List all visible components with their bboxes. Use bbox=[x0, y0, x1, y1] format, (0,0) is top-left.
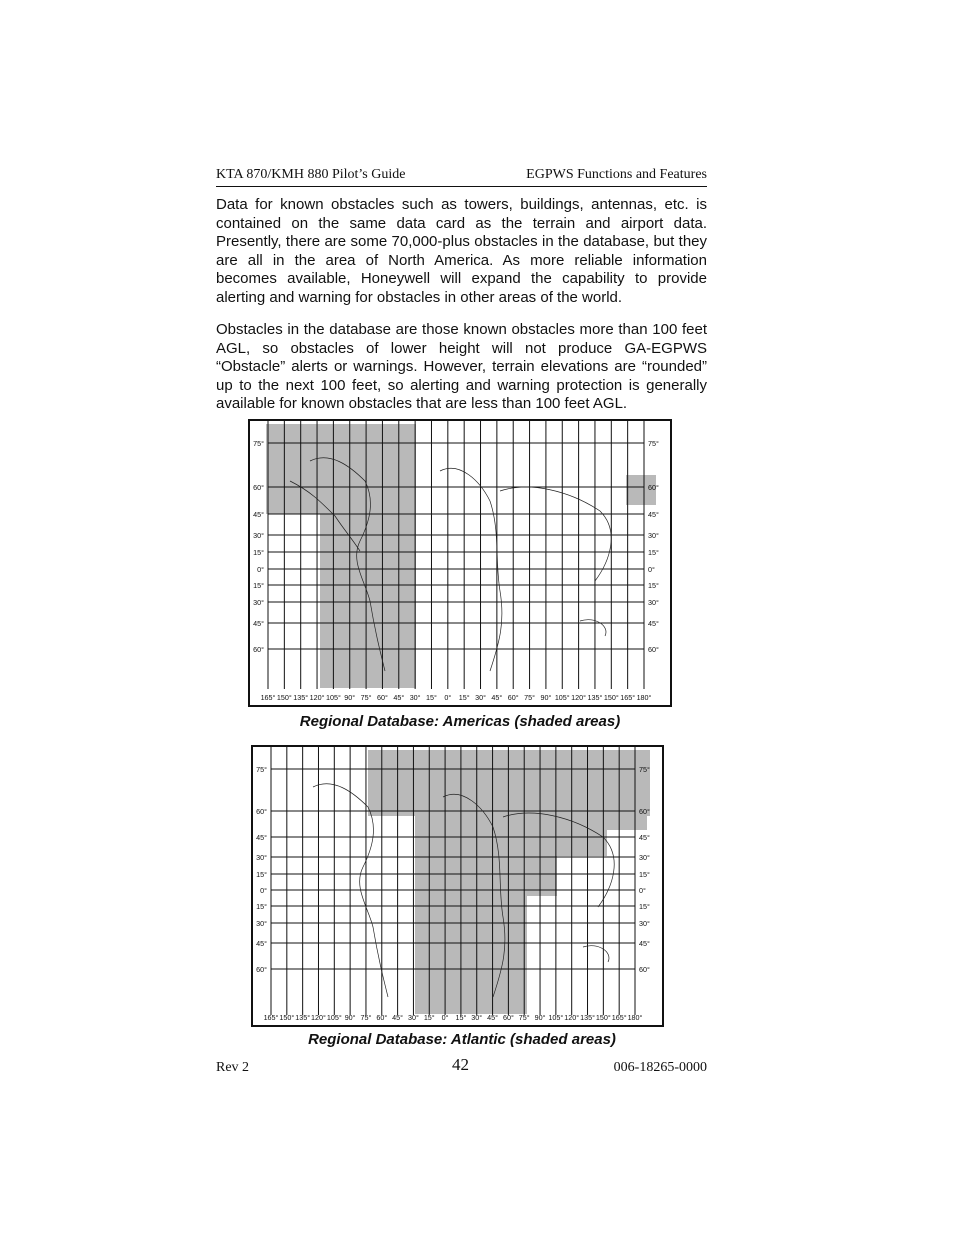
footer-document-number: 006-18265-0000 bbox=[613, 1060, 707, 1075]
shaded-region bbox=[320, 424, 416, 688]
shaded-region bbox=[266, 506, 320, 514]
shaded-region bbox=[368, 750, 418, 816]
coastline-outline bbox=[440, 468, 502, 671]
coastline-outline bbox=[580, 620, 606, 636]
header-manual-title: KTA 870/KMH 880 Pilot’s Guide bbox=[216, 167, 406, 182]
longitude-label: 165° bbox=[260, 693, 276, 702]
latitude-label-left: 15° bbox=[256, 870, 267, 879]
footer-revision: Rev 2 bbox=[216, 1060, 250, 1075]
latitude-label-left: 15° bbox=[256, 902, 267, 911]
longitude-label: 150° bbox=[603, 693, 619, 702]
header-section-title: EGPWS Functions and Features bbox=[526, 167, 707, 182]
latitude-label-right: 0° bbox=[639, 886, 646, 895]
longitude-label: 90° bbox=[344, 693, 356, 702]
longitude-label: 60° bbox=[507, 693, 519, 702]
longitude-label: 45° bbox=[393, 693, 405, 702]
latitude-label-right: 15° bbox=[639, 870, 650, 879]
latitude-label-right: 60° bbox=[648, 483, 659, 492]
latitude-label-left: 30° bbox=[256, 919, 267, 928]
longitude-label: 15° bbox=[455, 1013, 467, 1022]
shaded-region bbox=[607, 816, 647, 830]
longitude-label: 90° bbox=[540, 693, 552, 702]
longitude-label: 60° bbox=[376, 693, 388, 702]
longitude-label: 105° bbox=[326, 1013, 342, 1022]
longitude-label: 75° bbox=[524, 693, 536, 702]
paragraph-obstacle-height: Obstacles in the database are those known obstacles more than 100 feet AGL, so obstacles of lower height will not produce GA-EGPWS “Obstacle” alerts or warnings. However, terrain elevations are “rounded” up to the next 100 feet, so alerting and warning protection is generally available for known obstacles that are less than 100 feet AGL. bbox=[216, 321, 707, 413]
longitude-label: 60° bbox=[502, 1013, 514, 1022]
coastline-outline bbox=[583, 946, 609, 962]
longitude-label: 165° bbox=[620, 693, 636, 702]
longitude-label: 60° bbox=[376, 1013, 388, 1022]
latitude-label-right: 45° bbox=[648, 619, 659, 628]
longitude-label: 135° bbox=[295, 1013, 311, 1022]
latitude-label-left: 75° bbox=[256, 765, 267, 774]
latitude-label-left: 60° bbox=[256, 965, 267, 974]
latitude-label-left: 45° bbox=[253, 510, 264, 519]
latitude-label-right: 15° bbox=[648, 548, 659, 557]
latitude-label-right: 60° bbox=[639, 965, 650, 974]
longitude-label: 135° bbox=[293, 693, 309, 702]
longitude-label: 90° bbox=[344, 1013, 356, 1022]
longitude-label: 150° bbox=[276, 693, 292, 702]
map-atlantic bbox=[251, 745, 664, 1027]
map-atlantic-graphic bbox=[253, 747, 662, 1025]
longitude-label: 75° bbox=[360, 1013, 372, 1022]
longitude-label: 165° bbox=[611, 1013, 627, 1022]
latitude-label-left: 15° bbox=[253, 548, 264, 557]
longitude-label: 30° bbox=[471, 1013, 483, 1022]
latitude-label-right: 60° bbox=[639, 807, 650, 816]
longitude-label: 165° bbox=[263, 1013, 279, 1022]
longitude-label: 120° bbox=[564, 1013, 580, 1022]
latitude-label-left: 60° bbox=[253, 483, 264, 492]
latitude-label-left: 0° bbox=[260, 886, 267, 895]
longitude-label: 75° bbox=[360, 693, 372, 702]
longitude-label: 15° bbox=[426, 693, 437, 702]
page-number: 42 bbox=[452, 1055, 469, 1074]
latitude-label-left: 0° bbox=[257, 565, 264, 574]
latitude-label-right: 75° bbox=[648, 439, 659, 448]
latitude-label-right: 45° bbox=[639, 833, 650, 842]
longitude-label: 45° bbox=[491, 693, 503, 702]
latitude-label-left: 75° bbox=[253, 439, 264, 448]
latitude-label-left: 30° bbox=[256, 853, 267, 862]
caption-americas: Regional Database: Americas (shaded areas) bbox=[299, 713, 621, 730]
longitude-label: 15° bbox=[458, 693, 470, 702]
latitude-label-right: 45° bbox=[648, 510, 659, 519]
latitude-label-right: 60° bbox=[648, 645, 659, 654]
longitude-label: 0° bbox=[441, 1013, 449, 1022]
longitude-label: 105° bbox=[548, 1013, 564, 1022]
latitude-label-left: 30° bbox=[253, 598, 264, 607]
longitude-label: 30° bbox=[475, 693, 486, 702]
longitude-label: 75° bbox=[518, 1013, 530, 1022]
longitude-label: 120° bbox=[309, 693, 325, 702]
map-americas bbox=[248, 419, 672, 707]
latitude-label-right: 15° bbox=[639, 902, 650, 911]
latitude-label-left: 45° bbox=[256, 939, 267, 948]
longitude-label: 180° bbox=[636, 693, 652, 702]
latitude-label-right: 75° bbox=[639, 765, 650, 774]
latitude-label-right: 30° bbox=[648, 598, 659, 607]
map-americas-graphic bbox=[250, 421, 670, 705]
longitude-label: 0° bbox=[444, 693, 452, 702]
caption-atlantic: Regional Database: Atlantic (shaded areas) bbox=[308, 1031, 616, 1048]
latitude-label-left: 60° bbox=[256, 807, 267, 816]
paragraph-obstacle-data: Data for known obstacles such as towers, buildings, antennas, etc. is contained on the same data card as the terrain and airport data. Presently, there are some 70,000-plus obstacles in the database, but they are all in the area of North America. As more reliable information becomes available, Honeywell will expand the capability to provide alerting and warning for obstacles in other areas of the world. bbox=[216, 196, 707, 306]
latitude-label-right: 45° bbox=[639, 939, 650, 948]
longitude-label: 45° bbox=[487, 1013, 499, 1022]
longitude-label: 180° bbox=[627, 1013, 643, 1022]
latitude-label-left: 30° bbox=[253, 531, 264, 540]
longitude-label: 15° bbox=[423, 1013, 435, 1022]
latitude-label-left: 15° bbox=[253, 581, 264, 590]
latitude-label-left: 45° bbox=[253, 619, 264, 628]
shaded-region bbox=[527, 816, 607, 856]
shaded-region bbox=[415, 816, 527, 1014]
latitude-label-right: 30° bbox=[648, 531, 659, 540]
latitude-label-right: 30° bbox=[639, 853, 650, 862]
longitude-label: 120° bbox=[571, 693, 587, 702]
longitude-label: 30° bbox=[407, 1013, 419, 1022]
longitude-label: 135° bbox=[587, 693, 603, 702]
longitude-label: 105° bbox=[554, 693, 570, 702]
page-header bbox=[216, 166, 707, 187]
longitude-label: 45° bbox=[392, 1013, 404, 1022]
latitude-label-left: 60° bbox=[253, 645, 264, 654]
longitude-label: 30° bbox=[409, 693, 421, 702]
latitude-label-left: 45° bbox=[256, 833, 267, 842]
latitude-label-right: 15° bbox=[648, 581, 659, 590]
longitude-label: 135° bbox=[580, 1013, 595, 1022]
longitude-label: 90° bbox=[534, 1013, 546, 1022]
longitude-label: 105° bbox=[325, 693, 341, 702]
longitude-label: 150° bbox=[595, 1013, 611, 1022]
shaded-region bbox=[418, 750, 650, 816]
latitude-label-right: 30° bbox=[639, 919, 650, 928]
longitude-label: 150° bbox=[279, 1013, 295, 1022]
longitude-label: 120° bbox=[311, 1013, 326, 1022]
latitude-label-right: 0° bbox=[648, 565, 655, 574]
